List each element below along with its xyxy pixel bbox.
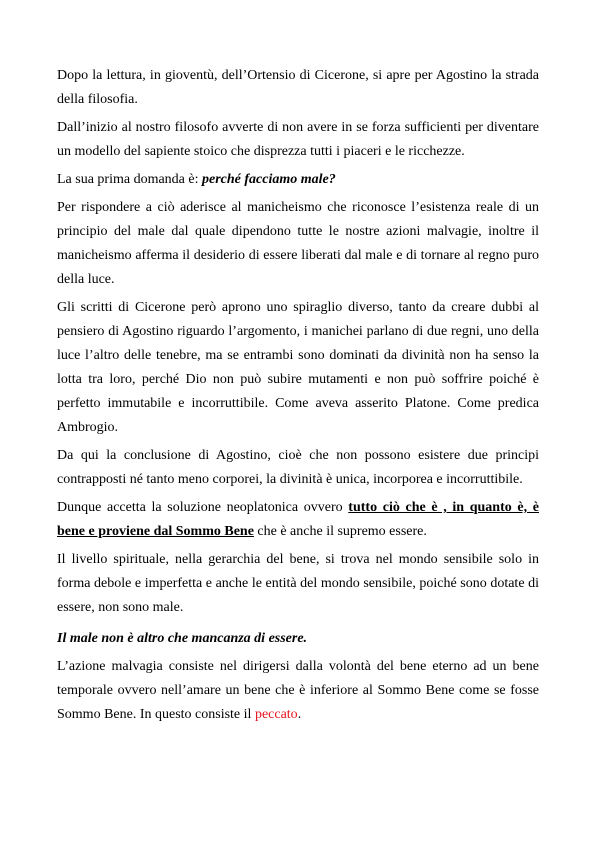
- neoplatonic-lead: Dunque accetta la soluzione neoplatonica ovvero: [57, 500, 349, 515]
- paragraph-cicero-writings: Gli scritti di Cicerone però aprono uno spiraglio diverso, tanto da creare dubbi al pensiero di Agostino riguardo l’argomento, i manichei parlano di due regni, uno della luce l’altro delle tenebre, ma se entrambi sono dominati da divinità non ha senso la lotta tra loro, perché Dio non può subire mutamenti e non può soffrire poiché è perfetto immutabile e incorruttibile. Come aveva asserito Platone. Come predica Ambrogio.: [57, 300, 539, 435]
- paragraph-manichaeism: Per rispondere a ciò aderisce al manicheismo che riconosce l’esistenza reale di un principio del male dal quale dipendono tutte le nostre azioni malvagie, inoltre il manicheismo afferma il desiderio di essere liberati dal male e di tornare al regno puro della luce.: [57, 200, 539, 287]
- first-question-lead: La sua prima domanda è:: [57, 172, 203, 187]
- sin-lead: L’azione malvagia consiste nel dirigersi dalla volontà del bene eterno ad un bene temporale ovvero nell’amare un bene che è inferiore al Sommo Bene come se fosse Sommo Bene. In questo consiste il: [57, 659, 539, 722]
- paragraph-hortensius: Dopo la lettura, in gioventù, dell’Ortensio di Cicerone, si apre per Agostino la strada della filosofia.: [57, 68, 539, 107]
- first-question-text: perché facciamo male?: [202, 172, 336, 187]
- neoplatonic-tail: che è anche il supremo essere.: [253, 524, 427, 539]
- neoplatonic-emphasis: tutto ciò che è , in quanto è, è bene e proviene dal Sommo Bene: [57, 500, 539, 539]
- paragraph-first-question: [57, 168, 539, 192]
- sin-tail: .: [297, 707, 302, 722]
- paragraph-sin: [57, 655, 539, 727]
- paragraph-spiritual-level: Il livello spirituale, nella gerarchia del bene, si trova nel mondo sensibile solo in forma debole e imperfetta e anche le entità del mondo sensibile, poiché sono dotate di essere, non sono male.: [57, 552, 539, 615]
- paragraph-neoplatonic-solution: [57, 496, 539, 544]
- paragraph-conclusion: Da qui la conclusione di Agostino, cioè che non possono esistere due principi contrapposti né tanto meno corporei, la divinità è unica, incorporea e incorruttibile.: [57, 448, 539, 487]
- sin-word: peccato: [254, 707, 298, 722]
- paragraph-evil-definition: Il male non è altro che mancanza di essere.: [57, 631, 308, 646]
- paragraph-stoic-sage: Dall’inizio al nostro filosofo avverte di non avere in se forza sufficienti per diventare un modello del sapiente stoico che disprezza tutti i piaceri e le ricchezze.: [57, 120, 539, 159]
